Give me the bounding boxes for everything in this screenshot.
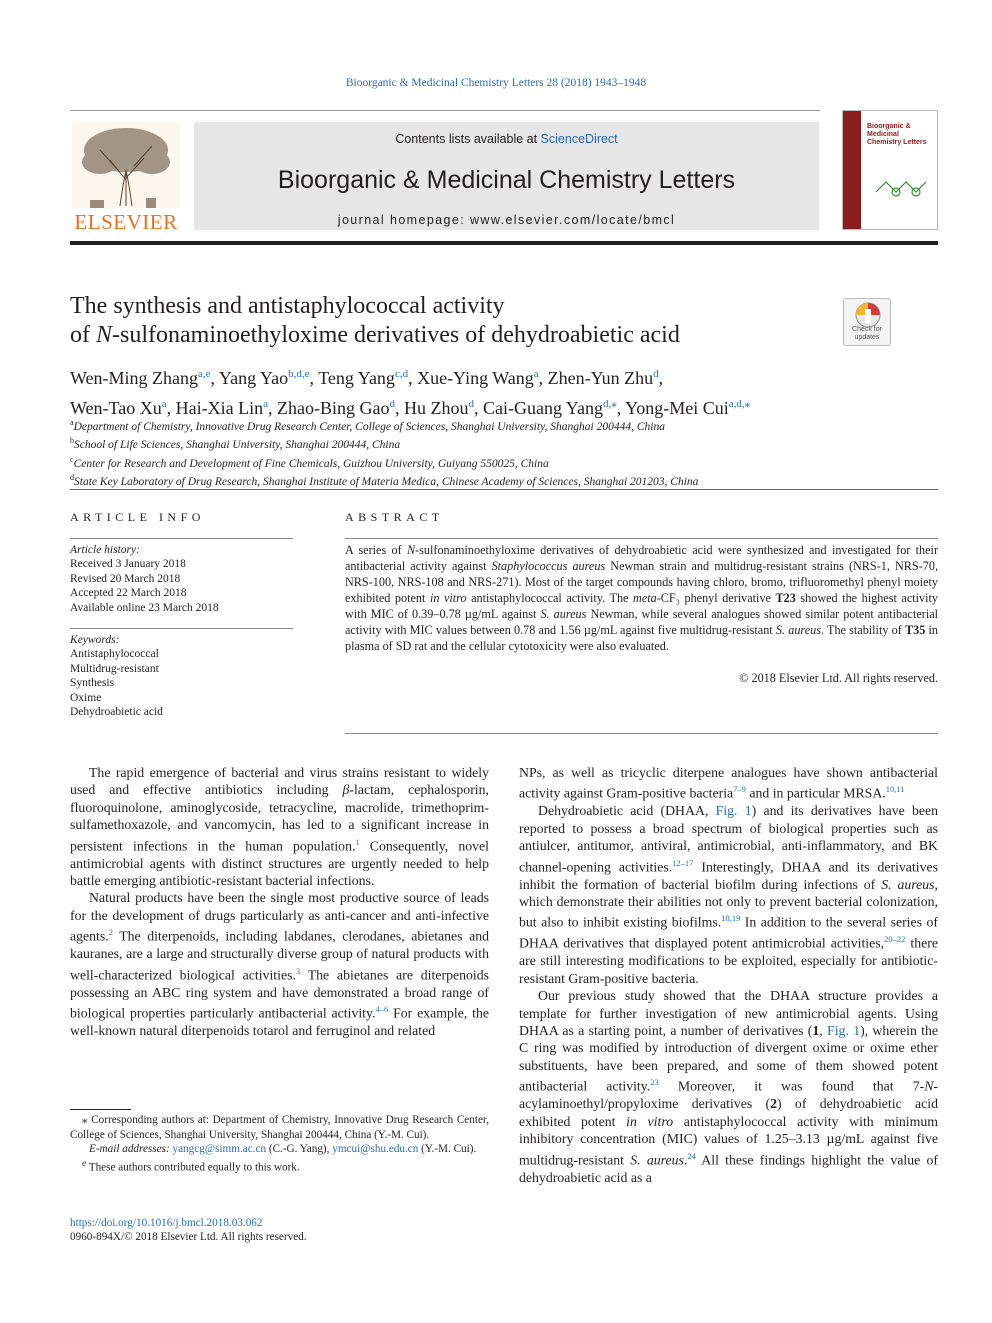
abs-seg: meta xyxy=(633,591,657,605)
author-affiliation-marker[interactable]: a,d,⁎ xyxy=(728,398,751,410)
abs-seg: . The stability of xyxy=(820,623,905,637)
abs-seg: Newman strain and multidrug-resistant strains (NRS-1, NRS-70, NRS-100, NRS-108 and NRS-271). Most of the target compounds having chloro, bromo, trifluoromethyl phenyl moiety exhibited potent xyxy=(345,559,938,605)
ref-link[interactable]: 4–6 xyxy=(375,1004,389,1015)
author-affiliation-marker[interactable]: d xyxy=(468,398,474,410)
figure-link[interactable]: Fig. 1 xyxy=(827,1023,861,1039)
ref-link[interactable]: 1 xyxy=(355,836,360,847)
author-separator: , xyxy=(408,368,418,388)
issn-copyright: 0960-894X/© 2018 Elsevier Ltd. All rights reserved. xyxy=(70,1231,307,1243)
compound-t23: T23 xyxy=(775,591,796,605)
history-label: Article history: xyxy=(70,544,140,556)
article-history xyxy=(70,543,293,615)
abs-seg: in vitro xyxy=(429,591,467,605)
equal-contribution-note: $^e$ These authors contributed equally to this work. xyxy=(82,1158,300,1174)
affiliation-key: b xyxy=(70,436,74,446)
history-item: Accepted 22 March 2018 xyxy=(70,587,187,600)
affiliation-key: a xyxy=(70,418,74,427)
affiliation-list xyxy=(70,416,938,489)
journal-header-box xyxy=(194,122,819,230)
sciencedirect-link[interactable]: ScienceDirect xyxy=(540,132,618,146)
abs-seg: antistaphylococcal activity. The xyxy=(466,591,634,605)
abs-seg: -CF₃ phenyl derivative xyxy=(656,591,776,605)
crossmark-label: Check for updates xyxy=(852,326,882,341)
affiliation-text: School of Life Sciences, Shanghai University, Shanghai 200444, China xyxy=(74,439,401,452)
compound-t35: T35 xyxy=(905,623,926,637)
body-paragraph: Dehydroabietic acid (DHAA, Fig. 1) and its derivatives have been reported to possess a broad spectrum of biological properties such as antiulcer, antitumor, antiviral, antimicrobial, anti-inflammatory, and BK channel-opening activities.$^{12-17}$ Interestingly, DHAA and its derivatives inhibit the formation of bacterial biofilm during infections of S. aureus, which demonstrate their abilities not only to prevent bacterial colonization, but also to inhibit existing biofilms.$^{18,19}$ In addition to the several series of DHAA derivatives that displayed potent antimicrobial activities,$^{20-22}$ there are still interesting modifications to be exploited, especially for antibiotic-resistant Gram-positive bacteria. xyxy=(519,803,938,986)
author-name[interactable]: Wen-Ming Zhang xyxy=(70,368,199,388)
title-rest: -sulfonaminoethyloxime derivatives of dehydroabietic acid xyxy=(112,322,680,348)
abstract-text xyxy=(345,542,938,654)
author-affiliation-marker[interactable]: d,⁎ xyxy=(603,398,617,410)
ref-link[interactable]: 7–9 xyxy=(733,784,746,795)
affiliation-text: State Key Laboratory of Drug Research, Shanghai Institute of Materia Medica, Chinese Academy of Sciences, Shanghai 201203, China xyxy=(74,475,699,488)
author-name[interactable]: Wen-Tao Xu xyxy=(70,398,162,418)
abstract-rule xyxy=(345,538,938,539)
author-name[interactable]: Zhen-Yun Zhu xyxy=(547,368,654,388)
author-name[interactable]: Cai-Guang Yang xyxy=(483,398,603,418)
cover-title: Bioorganic & Medicinal Chemistry Letters xyxy=(867,123,927,146)
affiliation-item xyxy=(70,416,938,434)
body-column-right xyxy=(519,764,938,1186)
keyword-list xyxy=(70,633,293,719)
contents-prefix: Contents lists available at xyxy=(395,132,541,146)
author-separator: , xyxy=(268,398,278,418)
banner-top-rule xyxy=(70,110,820,111)
abs-seg: Newman, while several analogues showed similar potent antibacterial activity with MIC values between 0.78 and 1.56 µg/mL against five multidrug-resistant xyxy=(345,607,938,637)
author-separator: , xyxy=(538,368,548,388)
body-paragraph: Our previous study showed that the DHAA structure provides a template for further investigation of new antimicrobial agents. Using DHAA as a starting point, a number of derivatives (1, Fig. 1), wherein the C ring was modified by introduction of divergent oxime or oxime ether substituents, have been prepared, and some of them showed potent antibacterial activity.$^{23}$ Moreover, it was found that 7-N-acylaminoethyl/propyloxime derivatives (2) of dehydroabietic acid exhibited potent in vitro antistaphylococcal activity with minimum inhibitory concentration (MIC) values of 1.25–3.13 µg/mL against five multidrug-resistant S. aureus.$^{24}$ All these findings highlight the value of dehydroabietic acid as a xyxy=(519,988,939,1185)
abstract-copyright: © 2018 Elsevier Ltd. All rights reserved. xyxy=(739,671,938,685)
title-line-2 xyxy=(70,321,830,350)
author-name[interactable]: Hai-Xia Lin xyxy=(175,398,264,418)
author-affiliation-marker[interactable]: d xyxy=(653,368,659,380)
abs-seg: A series of xyxy=(345,543,407,557)
cover-spine-bar xyxy=(843,111,861,229)
author-separator: , xyxy=(210,368,219,388)
author-name[interactable]: Teng Yang xyxy=(318,368,395,388)
abs-seg: -sulfonaminoethyloxime derivatives of dehydroabietic acid were synthesized and investigated for their antibacterial activity against xyxy=(345,543,939,573)
author-name[interactable]: Xue-Ying Wang xyxy=(417,368,534,388)
keyword-item: Synthesis xyxy=(70,677,115,690)
abs-seg: showed the highest activity with MIC of 0.39–0.78 µg/mL against xyxy=(345,591,938,621)
email-link[interactable]: ymcui@shu.edu.cn xyxy=(332,1143,419,1155)
journal-citation[interactable]: Bioorganic & Medicinal Chemistry Letters 28 (2018) 1943–1948 xyxy=(345,77,647,89)
author-separator: , xyxy=(658,368,664,388)
author-affiliation-marker[interactable]: d xyxy=(389,398,395,410)
body-paragraph: NPs, as well as tricyclic diterpene analogues have shown antibacterial activity against Gram-positive bacteria$^{7-9}$ and in particular MRSA.$^{10,11}$ xyxy=(519,765,938,801)
author-separator: , xyxy=(474,398,483,418)
author-name[interactable]: Hu Zhou xyxy=(404,398,469,418)
keywords-rule xyxy=(70,628,293,629)
footnote-rule xyxy=(70,1109,131,1110)
ref-link[interactable]: 23 xyxy=(650,1077,659,1088)
affiliation-text: Department of Chemistry, Innovative Drug Research Center, College of Sciences, Shanghai University, Shanghai 200444, China xyxy=(73,420,665,433)
check-for-updates-button[interactable] xyxy=(843,298,891,346)
contents-available-line xyxy=(194,132,819,146)
abs-seg: S. aureus xyxy=(540,607,587,621)
abs-seg: in plasma of SD rat and the cellular cytotoxicity were also evaluated. xyxy=(345,623,939,653)
ref-link[interactable]: 24 xyxy=(687,1150,696,1161)
affiliation-key: c xyxy=(70,454,74,464)
history-item: Revised 20 March 2018 xyxy=(70,572,181,585)
abs-seg: Staphylococcus aureus xyxy=(491,559,606,573)
keywords-label: Keywords: xyxy=(70,634,120,646)
affiliation-item xyxy=(70,453,938,471)
title-of: of xyxy=(70,322,96,348)
author-name[interactable]: Zhao-Bing Gao xyxy=(277,398,390,418)
author-affiliation-marker[interactable]: b,d,e xyxy=(288,368,310,380)
banner-bottom-rule xyxy=(70,241,938,245)
author-list xyxy=(70,361,938,421)
body-column-left xyxy=(70,764,489,1039)
author-separator: , xyxy=(309,368,319,388)
abs-seg: S. aureus xyxy=(775,623,821,637)
body-paragraph: The rapid emergence of bacterial and virus strains resistant to widely used and effective antibiotics including β-lactam, cephalosporin, fluoroquinolone, aminoglycoside, tetracycline, macrolide, trimethoprim-sulfamethoxazole, and vancomycin, has led to a significant increase in persistent infections in the human population.$^1$ Consequently, novel antimicrobial agents with distinct structures are urgently needed to help battle emerging antibiotic-resistant bacterial infections. xyxy=(70,765,489,889)
author-affiliation-marker[interactable]: a xyxy=(263,398,269,410)
affiliation-divider xyxy=(70,489,938,490)
author-separator: , xyxy=(166,398,176,418)
ref-link[interactable]: 20–22 xyxy=(884,934,906,945)
history-item: Available online 23 March 2018 xyxy=(70,601,219,614)
ref-link[interactable]: 2 xyxy=(108,927,113,938)
abstract-heading: ABSTRACT xyxy=(345,510,444,524)
article-info-rule xyxy=(70,538,293,539)
doi-link[interactable]: https://doi.org/10.1016/j.bmcl.2018.03.062 xyxy=(70,1217,263,1229)
keyword-item: Oxime xyxy=(70,691,102,704)
keyword-item: Antistaphylococcal xyxy=(70,648,159,661)
author-name[interactable]: Yong-Mei Cui xyxy=(625,398,729,418)
article-info-heading: ARTICLE INFO xyxy=(70,510,205,524)
article-title xyxy=(70,292,830,350)
journal-homepage[interactable]: journal homepage: www.elsevier.com/locate/bmcl xyxy=(337,213,676,227)
title-line-1: The synthesis and antistaphylococcal activity xyxy=(70,293,505,319)
abs-seg: N xyxy=(406,543,416,557)
affiliation-key: d xyxy=(70,472,74,482)
footnotes xyxy=(70,1113,489,1175)
corresponding-author-note: ⁎ Corresponding authors at: Department of Chemistry, Innovative Drug Research Center, College of Sciences, Shanghai University, Shanghai 200444, China (Y.-M. Cui). xyxy=(70,1114,489,1141)
author-name[interactable]: Yang Yao xyxy=(218,368,289,388)
journal-title: Bioorganic & Medicinal Chemistry Letters xyxy=(277,166,736,194)
abstract-bottom-rule xyxy=(345,733,938,734)
author-separator: , xyxy=(395,398,404,418)
cover-molecule-icon xyxy=(871,167,931,207)
email-note: E-mail addresses: yangcg@simm.ac.cn (C.-G. Yang), ymcui@shu.edu.cn (Y.-M. Cui). xyxy=(89,1143,477,1155)
journal-banner xyxy=(70,110,938,246)
keyword-item: Dehydroabietic acid xyxy=(70,706,163,719)
affiliation-text: Center for Research and Development of Fine Chemicals, Guizhou University, Guiyang 550025, China xyxy=(73,457,549,470)
keyword-item: Multidrug-resistant xyxy=(70,662,159,675)
ref-link[interactable]: 18,19 xyxy=(721,913,741,924)
author-separator: , xyxy=(616,398,626,418)
elsevier-wordmark: ELSEVIER xyxy=(74,210,178,234)
ref-link[interactable]: 12–17 xyxy=(672,857,694,868)
ref-link[interactable]: 3 xyxy=(295,965,301,976)
journal-cover-thumbnail[interactable] xyxy=(842,110,938,230)
figure-link[interactable]: Fig. 1 xyxy=(715,803,752,819)
author-affiliation-marker[interactable]: a xyxy=(161,398,167,410)
affiliation-item xyxy=(70,471,938,489)
affiliation-item xyxy=(70,434,938,452)
history-item: Received 3 January 2018 xyxy=(70,558,186,571)
title-n-italic: N xyxy=(96,322,113,348)
author-affiliation-marker[interactable]: a,e xyxy=(198,368,211,380)
body-paragraph: Natural products have been the single most productive source of leads for the development of drugs particularly as anti-cancer and anti-infective agents.$^2$ The diterpenoids, including labdanes, clerodanes, abietanes and kauranes, are a large and structurally diverse group of natural products with well-characterized biological activities.$^3$ The abietanes are diterpenoids possessing an ABC ring system and have demonstrated a broad range of biological properties particularly antibacterial activity.$^{4-6}$ For example, the well-known natural diterpenoids totarol and ferruginol and related xyxy=(70,890,489,1039)
author-affiliation-marker[interactable]: c,d xyxy=(394,368,409,380)
ref-link[interactable]: 10,11 xyxy=(885,784,905,795)
author-affiliation-marker[interactable]: a xyxy=(533,368,539,380)
email-link[interactable]: yangcg@simm.ac.cn xyxy=(172,1143,267,1155)
